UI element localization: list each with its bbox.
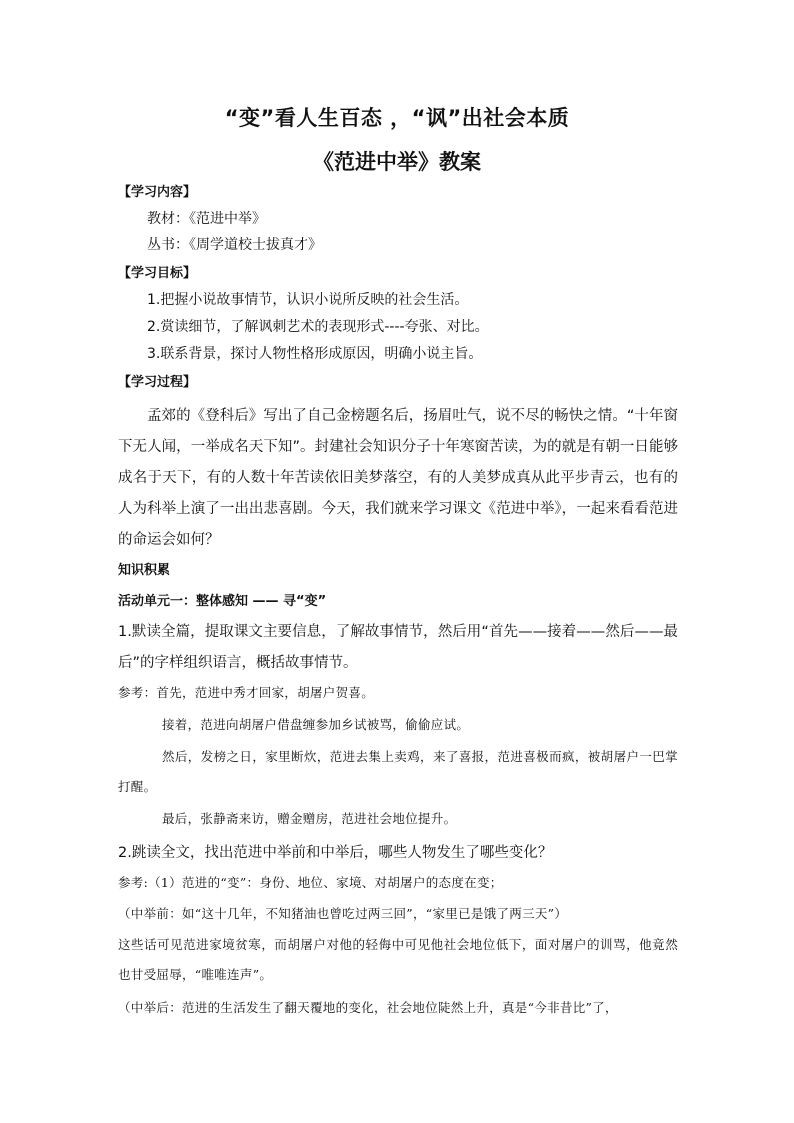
- question-2: 2.跳读全文，找出范进中举前和中举后，哪些人物发生了哪些变化？: [118, 845, 553, 861]
- intro-paragraph: 孟郊的《登科后》写出了自己金榜题名后，扬眉吐气，说不尽的畅快之情。“十年窗下无人闻，一举成名天下知”。封建社会知识分子十年寒窗苦读，为的就是有朝一日能够成名于天下，有的人数十年苦读依旧美梦落空，有的人美梦成真从此平步青云，也有的人为科举上演了一出出悲喜剧。今天，我们就来学习课文《范进中举》，一起来看看范进的命运会如何？: [118, 408, 678, 548]
- goal-item: 2.赏读细节，了解讽刺艺术的表现形式----夸张、对比。: [147, 319, 489, 335]
- reference-line: 参考：首先，范进中秀才回家，胡屠户贺喜。: [118, 685, 375, 700]
- section-heading-content: 【学习内容】: [118, 185, 197, 200]
- reference-line: 这些话可见范进家境贫寒，而胡屠户对他的轻侮中可见他社会地位低下，面对屠户的训骂，他竟然也甘受屈辱，“唯唯连声”。: [118, 937, 678, 982]
- reference-line: （中举前：如“这十几年，不知猪油也曾吃过两三回”，“家里已是饿了两三天”）: [118, 906, 568, 921]
- document-subtitle: 《范进中举》教案: [313, 150, 481, 174]
- goal-item: 3.联系背景，探讨人物性格形成原因，明确小说主旨。: [147, 346, 483, 362]
- reference-line: 参考:（1）范进的“变”：身份、地位、家境、对胡屠户的态度在变；: [118, 875, 503, 890]
- reference-line: 然后，发榜之日，家里断炊，范进去集上卖鸡，来了喜报，范进喜极而疯，被胡屠户一巴掌打醒。: [118, 749, 678, 794]
- section-heading-goals: 【学习目标】: [118, 266, 197, 281]
- reference-line: 接着，范进向胡屠户借盘缠参加乡试被骂，偷偷应试。: [162, 717, 470, 732]
- content-item-series: 丛书：《周学道校士拔真才》: [147, 237, 322, 253]
- activity-heading: 活动单元一：整体感知 —— 寻“变”: [118, 594, 327, 609]
- document-title: “变”看人生百态 ，“讽”出社会本质: [224, 106, 570, 130]
- question-1: 1.默读全篇，提取课文主要信息，了解故事情节，然后用“首先——接着——然后——最后”的字样组织语言，概括故事情节。: [118, 624, 678, 671]
- knowledge-heading: 知识积累: [118, 563, 171, 578]
- reference-line: 最后，张静斋来访，赠金赠房，范进社会地位提升。: [162, 811, 457, 826]
- content-item-textbook: 教材：《范进中举》: [147, 211, 266, 227]
- section-heading-process: 【学习过程】: [118, 375, 197, 390]
- reference-line: （中举后：范进的生活发生了翻天覆地的变化，社会地位陡然上升，真是“今非昔比”了，: [118, 1000, 618, 1015]
- goal-item: 1.把握小说故事情节，认识小说所反映的社会生活。: [147, 292, 469, 308]
